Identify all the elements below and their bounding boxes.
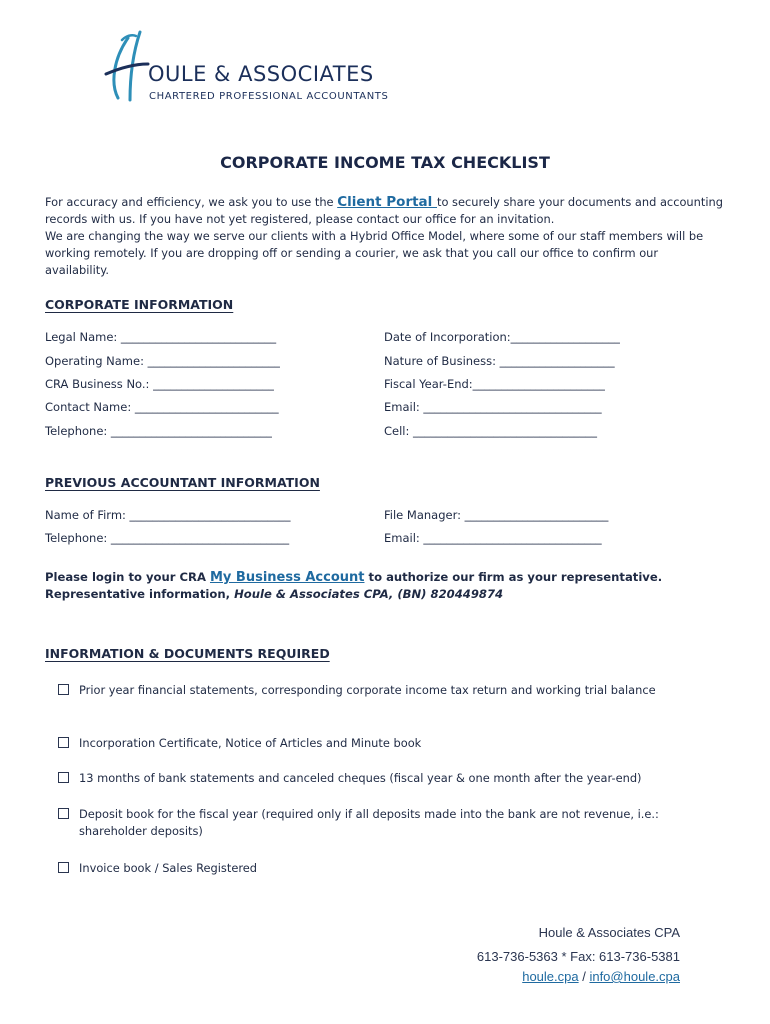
intro-text-cont: to securely share your documents and accounting records with us. If you have not yet registered, please contact our office for an invitation. — [45, 195, 723, 226]
file-manager-field[interactable]: File Manager: _________________________ — [384, 508, 609, 522]
checklist-item — [58, 735, 708, 752]
checkbox[interactable] — [58, 862, 69, 873]
footer-links — [522, 969, 680, 984]
documents-required-heading: INFORMATION & DOCUMENTS REQUIRED — [45, 646, 330, 661]
telephone-field[interactable]: Telephone: ____________________________ — [45, 424, 272, 438]
footer-company: Houle & Associates CPA — [538, 925, 680, 940]
checkbox[interactable] — [58, 808, 69, 819]
checklist-item-label: 13 months of bank statements and canceled cheques (fiscal year & one month after the year-end) — [79, 771, 642, 785]
intro-paragraph — [45, 194, 725, 279]
logo-subtitle: CHARTERED PROFESSIONAL ACCOUNTANTS — [149, 91, 389, 102]
my-business-account-link[interactable]: My Business Account — [209, 570, 365, 585]
prev-telephone-field[interactable]: Telephone: _______________________________ — [45, 531, 290, 545]
checklist-item — [58, 806, 708, 840]
login-text: Please login to your CRA — [45, 570, 210, 584]
checkbox[interactable] — [58, 772, 69, 783]
previous-accountant-heading: PREVIOUS ACCOUNTANT INFORMATION — [45, 475, 320, 490]
email-field[interactable]: Email: _______________________________ — [384, 400, 602, 414]
cell-field[interactable]: Cell: ________________________________ — [384, 424, 598, 438]
logo-company-name: OULE & ASSOCIATES — [148, 62, 374, 86]
checklist-item — [58, 770, 708, 787]
corporate-info-heading: CORPORATE INFORMATION — [45, 297, 234, 312]
fiscal-year-end-field[interactable]: Fiscal Year-End:_______________________ — [384, 377, 605, 391]
checklist-item-label: Incorporation Certificate, Notice of Articles and Minute book — [79, 736, 422, 750]
prev-email-field[interactable]: Email: _______________________________ — [384, 531, 602, 545]
legal-name-field[interactable]: Legal Name: ___________________________ — [45, 330, 277, 344]
firm-name-field[interactable]: Name of Firm: ____________________________ — [45, 508, 291, 522]
checkbox[interactable] — [58, 737, 69, 748]
page-title: CORPORATE INCOME TAX CHECKLIST — [220, 153, 550, 172]
date-of-incorporation-field[interactable]: Date of Incorporation:___________________ — [384, 330, 620, 344]
cra-login-note — [45, 569, 745, 603]
rep-info-label: Representative information, — [45, 587, 235, 601]
cra-business-no-field[interactable]: CRA Business No.: _____________________ — [45, 377, 274, 391]
checklist-item — [58, 682, 708, 699]
footer-separator: / — [578, 969, 590, 984]
email-link[interactable]: info@houle.cpa — [589, 969, 680, 984]
checkbox[interactable] — [58, 684, 69, 695]
contact-name-field[interactable]: Contact Name: _________________________ — [45, 400, 279, 414]
checklist-item-label: Deposit book for the fiscal year (required only if all deposits made into the bank are not revenue, i.e.: shareholder deposits) — [79, 807, 659, 838]
website-link[interactable]: houle.cpa — [522, 969, 579, 984]
checklist-item — [58, 860, 708, 877]
rep-info-value: Houle & Associates CPA, (BN) 820449874 — [234, 587, 504, 601]
client-portal-link[interactable]: Client Portal — [337, 194, 437, 210]
checklist-item-label: Invoice book / Sales Registered — [79, 861, 258, 875]
operating-name-field[interactable]: Operating Name: _______________________ — [45, 354, 280, 368]
intro-text: For accuracy and efficiency, we ask you to use the — [45, 195, 338, 209]
login-text-cont: to authorize our firm as your representative. — [364, 570, 663, 584]
checklist-item-label: Prior year financial statements, corresponding corporate income tax return and working trial balance — [79, 683, 656, 697]
nature-of-business-field[interactable]: Nature of Business: ____________________ — [384, 354, 615, 368]
intro-hybrid-text: We are changing the way we serve our clients with a Hybrid Office Model, where some of our staff members will be working remotely. If you are dropping off or sending a courier, we ask that you call our office to confirm our availability. — [45, 229, 704, 277]
footer-phone: 613-736-5363 * Fax: 613-736-5381 — [476, 949, 680, 964]
